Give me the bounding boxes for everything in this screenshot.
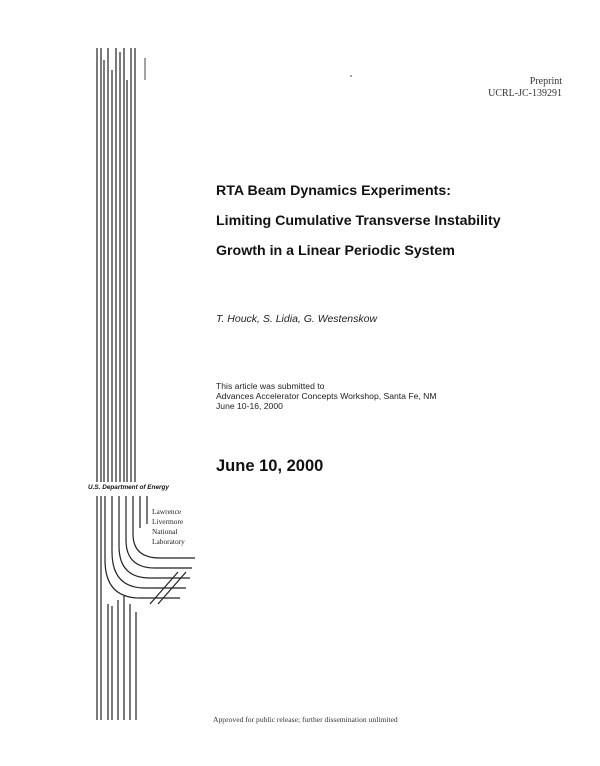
- title-line-3: Growth in a Linear Periodic System: [216, 243, 455, 259]
- submission-line-2: Advances Accelerator Concepts Workshop, Santa Fe, NM: [216, 391, 437, 401]
- document-title: [216, 176, 501, 266]
- lab-name-line-2: Livermore: [152, 517, 184, 526]
- report-number: UCRL-JC-139291: [488, 88, 562, 99]
- submission-note: [216, 381, 437, 411]
- lab-name-line-3: National: [152, 527, 178, 536]
- submission-line-1: This article was submitted to: [216, 381, 325, 391]
- title-line-2: Limiting Cumulative Transverse Instability: [216, 213, 501, 229]
- preprint-block: [488, 76, 562, 100]
- publication-date: June 10, 2000: [216, 457, 324, 475]
- preprint-label: Preprint: [529, 76, 562, 87]
- lab-name: [152, 507, 185, 547]
- authors: T. Houck, S. Lidia, G. Westenskow: [216, 313, 378, 325]
- lab-name-line-4: Laboratory: [152, 537, 185, 546]
- release-statement: Approved for public release; further dissemination unlimited: [213, 715, 398, 724]
- lab-name-line-1: Lawrence: [152, 507, 182, 516]
- submission-line-3: June 10-16, 2000: [216, 401, 283, 411]
- department-label: U.S. Department of Energy: [88, 484, 169, 491]
- title-line-1: RTA Beam Dynamics Experiments:: [216, 183, 451, 199]
